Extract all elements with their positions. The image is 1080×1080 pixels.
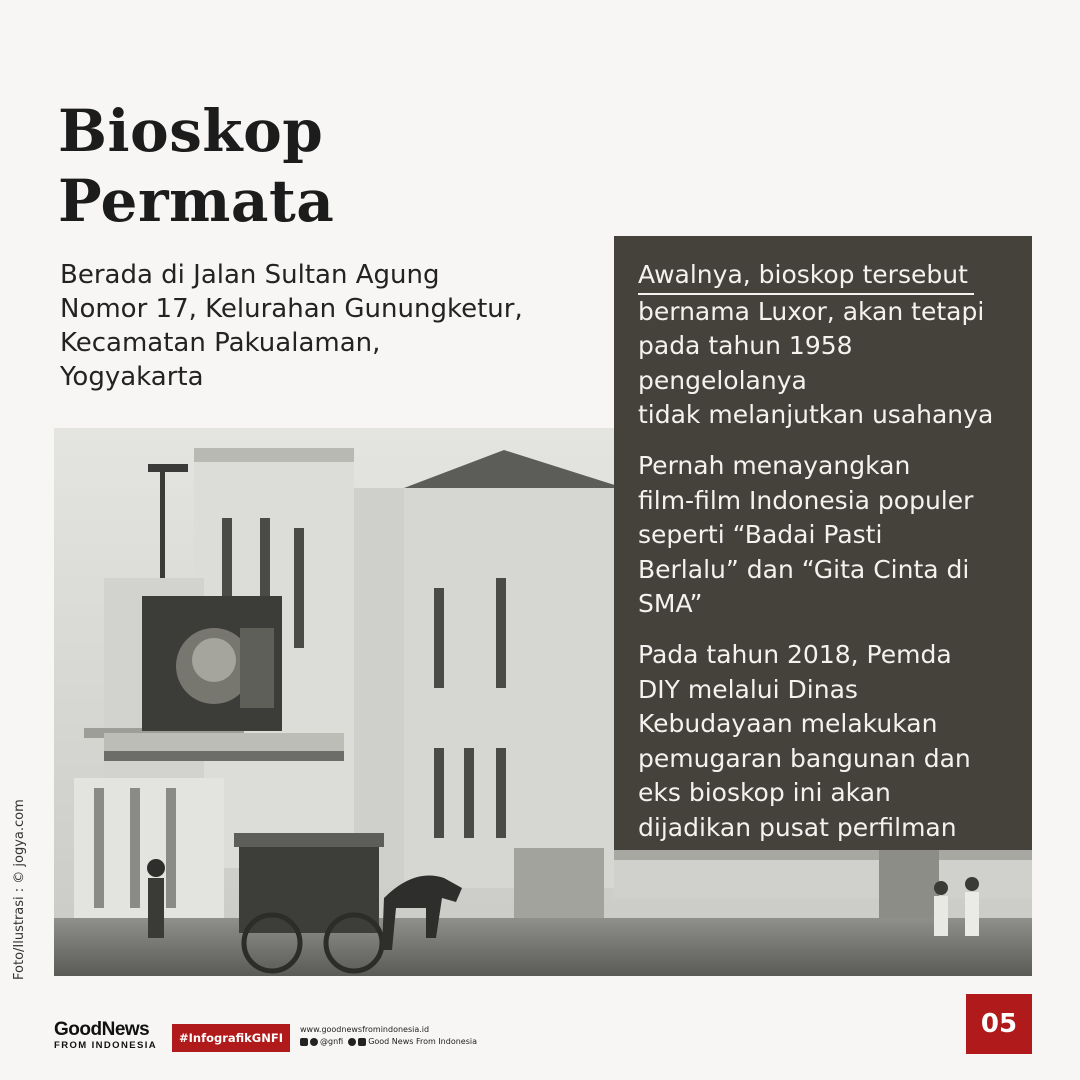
logo-wordmark: GoodNews — [54, 1019, 150, 1040]
page-number: 05 — [966, 994, 1032, 1054]
info-line: bernama Luxor, akan tetapi — [638, 296, 985, 326]
info-line: pemugaran bangunan dan — [638, 743, 971, 773]
info-paragraph-1-lead: Awalnya, bioskop tersebut — [638, 258, 974, 295]
social-links — [300, 1024, 500, 1048]
youtube-icon — [358, 1038, 366, 1046]
title-line-1: Bioskop — [58, 97, 324, 165]
info-line: tidak melanjutkan usahanya — [638, 400, 994, 430]
info-line: eks bioskop ini akan — [638, 778, 891, 808]
info-line: dijadikan pusat perfilman — [638, 812, 957, 842]
social-handle[interactable]: @gnfi — [320, 1037, 344, 1046]
website-link[interactable]: www.goodnewsfromindonesia.id — [300, 1025, 430, 1034]
logo-subline: FROM INDONESIA — [54, 1040, 157, 1051]
instagram-icon — [300, 1038, 308, 1046]
info-line: pada tahun 1958 pengelolanya — [638, 331, 853, 395]
social-row — [300, 1036, 500, 1048]
title-line-2: Permata — [58, 167, 335, 235]
info-paragraph-1 — [638, 258, 1018, 433]
info-panel — [614, 236, 1032, 850]
info-line: film-film Indonesia populer — [638, 485, 974, 515]
address-text — [60, 258, 580, 394]
address-line: Nomor 17, Kelurahan Gunungketur, — [60, 294, 523, 324]
info-line: Kebudayaan melakukan — [638, 709, 938, 739]
info-line: DIY melalui Dinas — [638, 674, 858, 704]
address-line: Berada di Jalan Sultan Agung — [60, 260, 440, 290]
info-line: seperti “Badai Pasti — [638, 520, 883, 550]
info-line: Berlalu” dan “Gita Cinta di — [638, 554, 970, 584]
page-title — [58, 96, 334, 236]
photo-credit: Foto/Ilustrasi : © jogya.com — [12, 799, 27, 980]
facebook-icon — [348, 1038, 356, 1046]
info-line: Pernah menayangkan — [638, 450, 911, 480]
info-line: SMA” — [638, 589, 703, 619]
address-line: Yogyakarta — [60, 362, 204, 392]
info-paragraph-3 — [638, 638, 1018, 846]
info-paragraph-2 — [638, 449, 1018, 622]
gnfi-logo — [54, 1020, 166, 1052]
hashtag-badge: #InfografikGNFI — [172, 1024, 290, 1052]
info-line: Pada tahun 2018, Pemda — [638, 639, 952, 669]
address-line: Kecamatan Pakualaman, — [60, 328, 381, 358]
channel-name[interactable]: Good News From Indonesia — [368, 1037, 478, 1046]
twitter-icon — [310, 1038, 318, 1046]
website-row — [300, 1024, 500, 1036]
